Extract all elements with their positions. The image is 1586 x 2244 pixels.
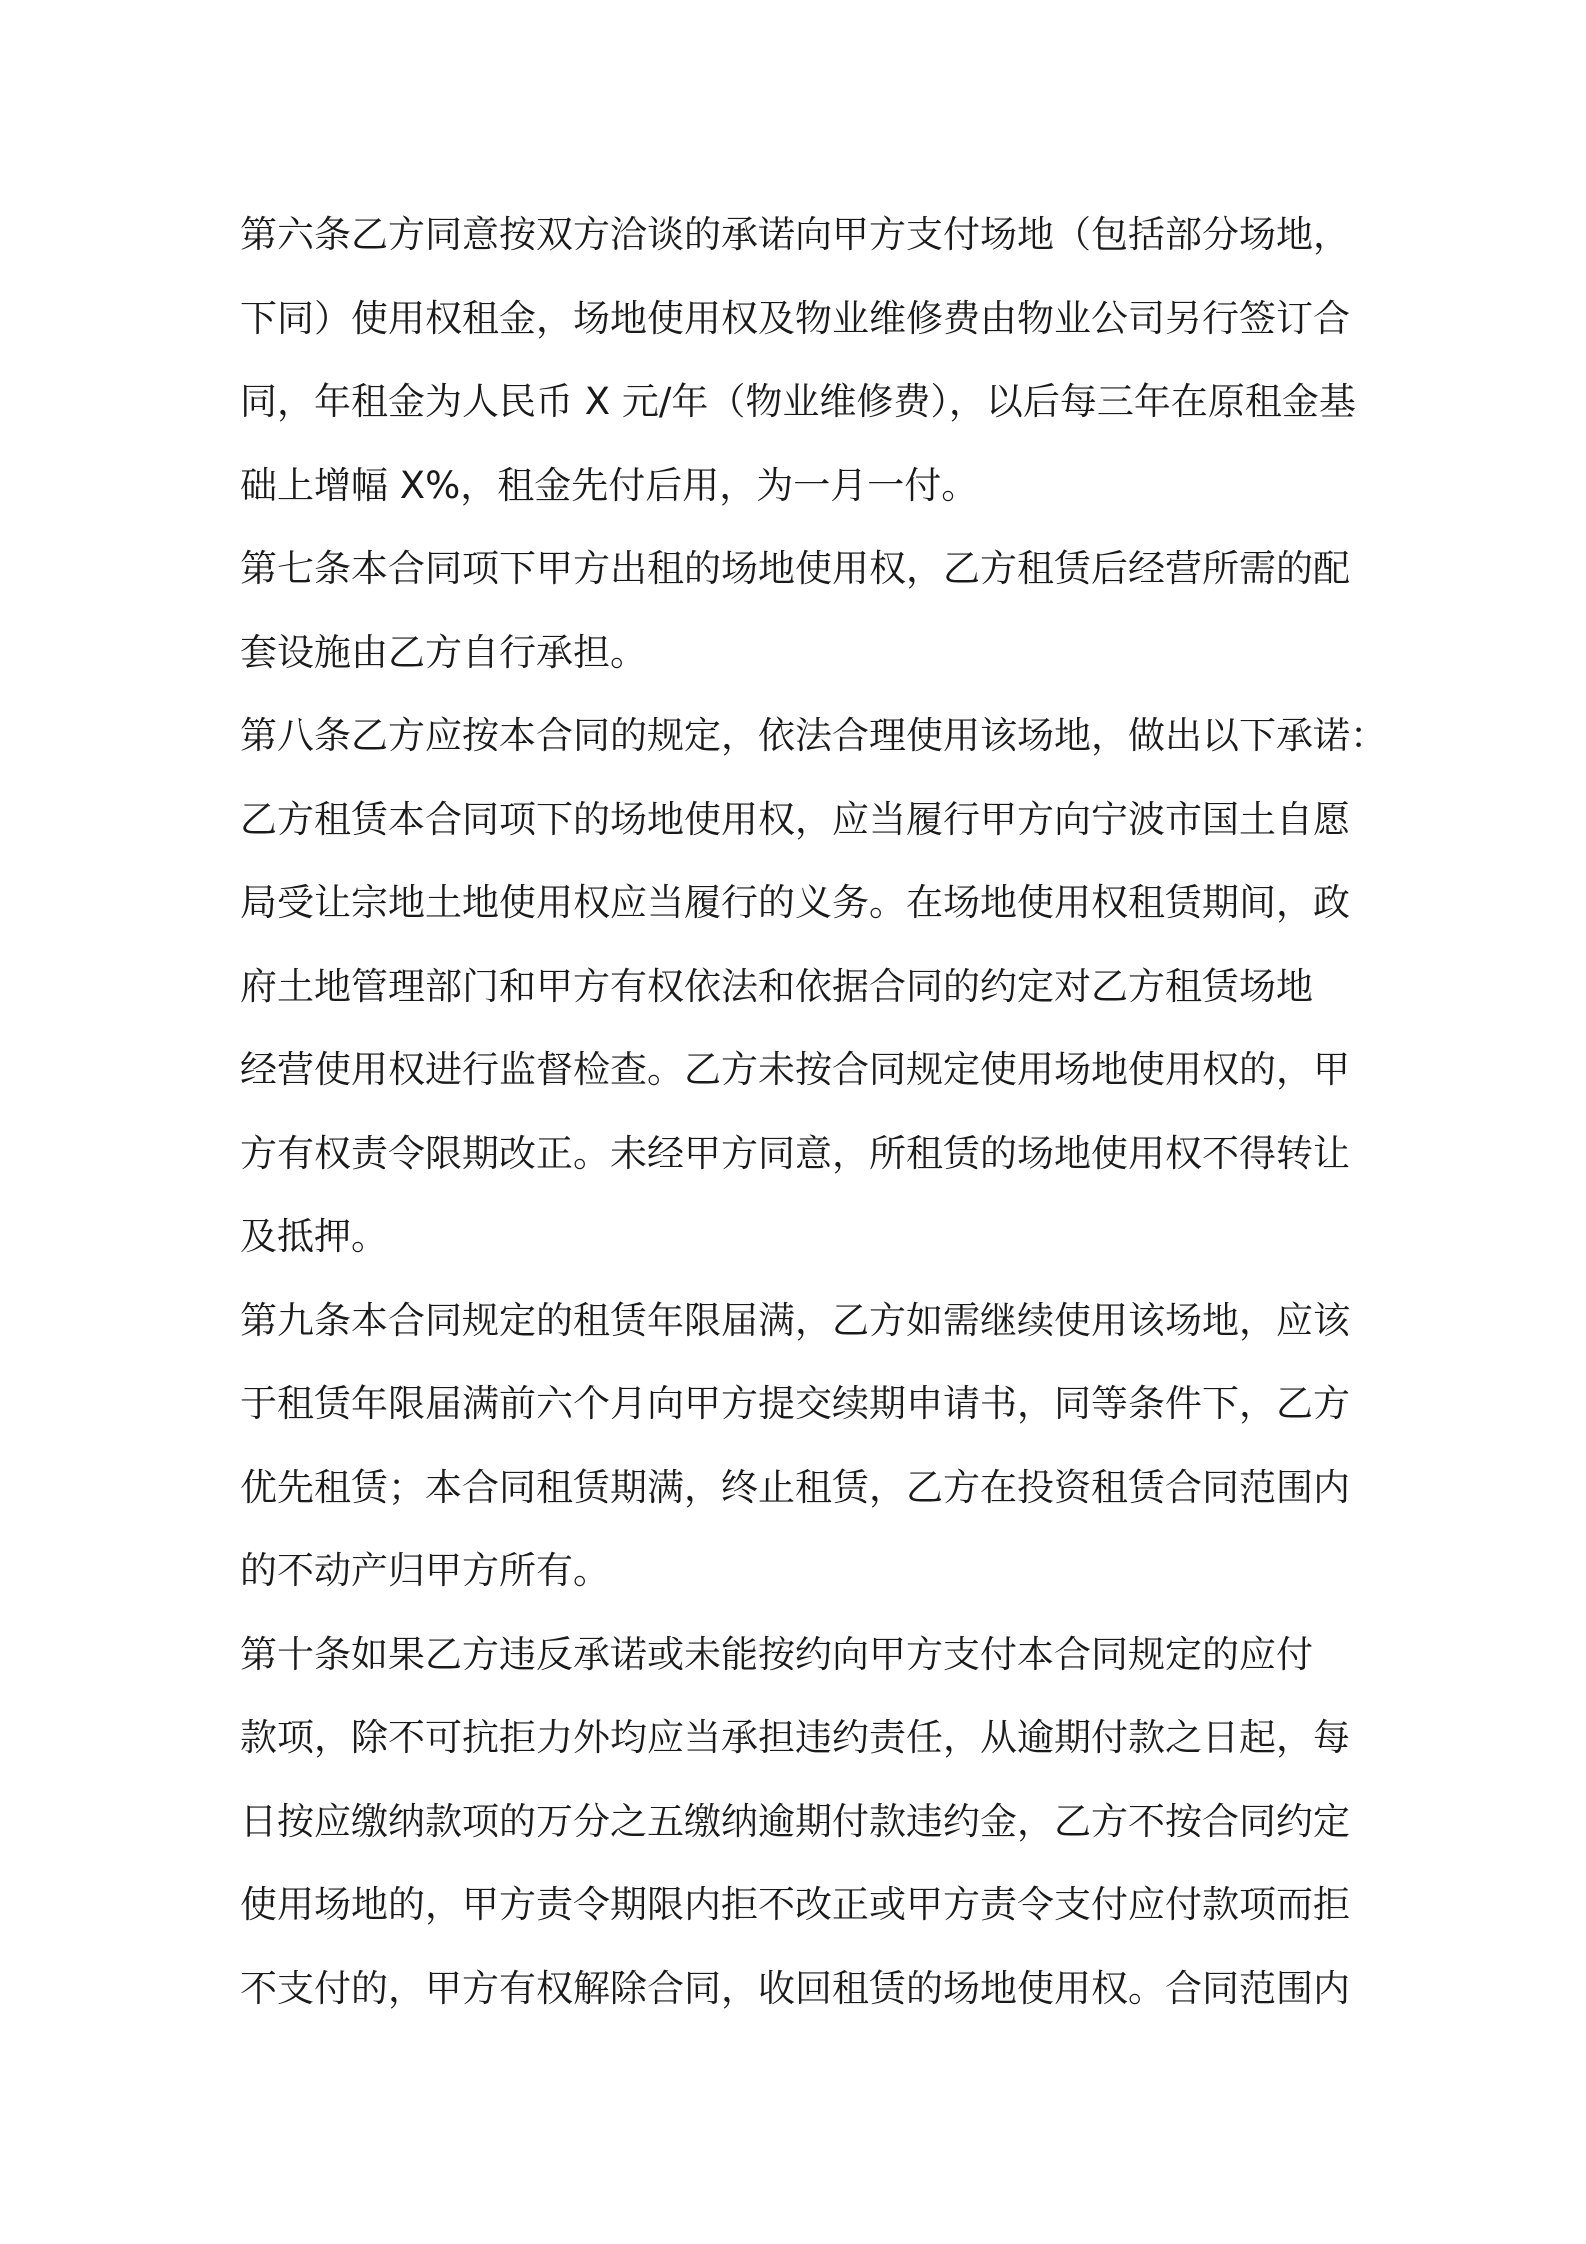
text-line: 础上增幅 X%，租金先付后用，为一月一付。 — [240, 463, 979, 507]
text-line: 第九条本合同规定的租赁年限届满，乙方如需继续使用该场地，应该 — [240, 1298, 1350, 1342]
text-line: 优先租赁；本合同租赁期满，终止租赁，乙方在投资租赁合同范围内 — [240, 1465, 1350, 1509]
text-line: 第八条乙方应按本合同的规定，依法合理使用该场地，做出以下承诺： — [240, 714, 1387, 757]
text-line: 乙方租赁本合同项下的场地使用权，应当履行甲方向宁波市国土自愿 — [240, 797, 1350, 841]
text-line: 及抵押。 — [240, 1215, 388, 1258]
text-line: 经营使用权进行监督检查。乙方未按合同规定使用场地使用权的，甲 — [240, 1048, 1350, 1091]
text-line: 日按应缴纳款项的万分之五缴纳逾期付款违约金，乙方不按合同约定 — [240, 1799, 1350, 1843]
contract-body-text — [240, 193, 1387, 2030]
text-line: 第七条本合同项下甲方出租的场地使用权，乙方租赁后经营所需的配 — [240, 547, 1350, 590]
text-line: 第六条乙方同意按双方洽谈的承诺向甲方支付场地（包括部分场地， — [240, 213, 1350, 256]
text-line: 方有权责令限期改正。未经甲方同意，所租赁的场地使用权不得转让 — [240, 1131, 1350, 1175]
text-line: 第十条如果乙方违反承诺或未能按约向甲方支付本合同规定的应付 — [240, 1632, 1313, 1676]
text-line: 于租赁年限届满前六个月向甲方提交续期申请书，同等条件下，乙方 — [240, 1382, 1350, 1425]
text-line: 的不动产归甲方所有。 — [240, 1549, 610, 1592]
text-line: 款项，除不可抗拒力外均应当承担违约责任，从逾期付款之日起，每 — [240, 1716, 1350, 1759]
text-line: 下同）使用权租金，场地使用权及物业维修费由物业公司另行签订合 — [240, 296, 1350, 340]
text-line: 同，年租金为人民币 X 元/年（物业维修费），以后每三年在原租金基 — [240, 380, 1356, 423]
text-line: 府土地管理部门和甲方有权依法和依据合同的约定对乙方租赁场地 — [240, 964, 1313, 1008]
text-line: 使用场地的，甲方责令期限内拒不改正或甲方责令支付应付款项而拒 — [240, 1883, 1350, 1926]
text-line: 不支付的，甲方有权解除合同，收回租赁的场地使用权。合同范围内 — [240, 1966, 1350, 2010]
text-line: 套设施由乙方自行承担。 — [240, 630, 647, 674]
text-line: 局受让宗地土地使用权应当履行的义务。在场地使用权租赁期间，政 — [240, 881, 1350, 924]
